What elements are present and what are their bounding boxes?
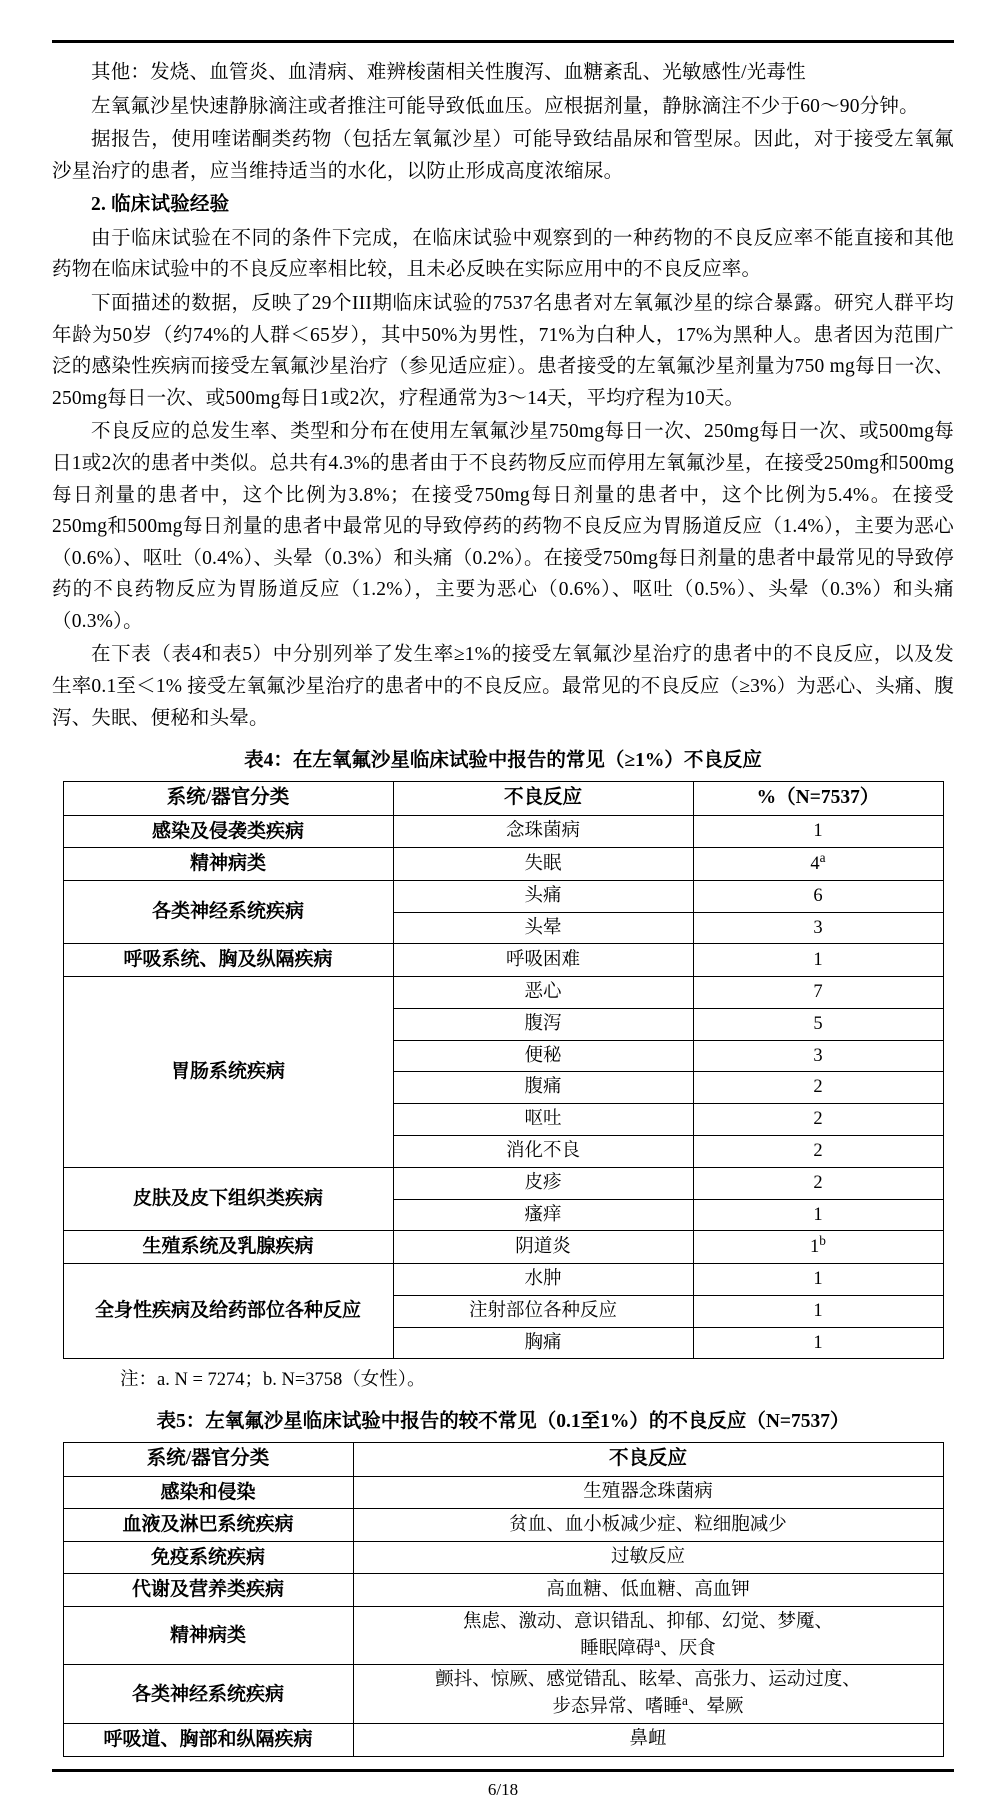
table4-category: 各类神经系统疾病 xyxy=(63,880,393,944)
table4-reaction: 阴道炎 xyxy=(393,1231,693,1264)
table5-reaction: 鼻衄 xyxy=(353,1724,943,1757)
table4-reaction: 皮疹 xyxy=(393,1167,693,1199)
table4-reaction: 注射部位各种反应 xyxy=(393,1295,693,1327)
footnote-marker-a: a xyxy=(819,849,826,865)
footnote-marker-b: b xyxy=(819,1232,826,1248)
table4-reaction: 头晕 xyxy=(393,912,693,944)
table4-percent: 1 xyxy=(693,944,943,977)
table4-reaction: 腹泻 xyxy=(393,1008,693,1040)
table4-caption: 表4：在左氧氟沙星临床试验中报告的常见（≥1%）不良反应 xyxy=(244,750,762,772)
table4-reaction: 失眠 xyxy=(393,848,693,881)
table4-percent: 1$^b$ xyxy=(693,1231,943,1264)
table4-reaction: 便秘 xyxy=(393,1040,693,1072)
table4-percent: 1 xyxy=(693,1199,943,1231)
table4-category: 感染及侵袭类疾病 xyxy=(63,815,393,848)
table4-reaction: 呼吸困难 xyxy=(393,944,693,977)
table-row xyxy=(63,1665,943,1724)
table-row xyxy=(63,1476,943,1509)
table4-reaction: 消化不良 xyxy=(393,1135,693,1167)
table4-category: 呼吸系统、胸及纵隔疾病 xyxy=(63,944,393,977)
table4-reaction: 念珠菌病 xyxy=(393,815,693,848)
paragraph-trial-conditions: 由于临床试验在不同的条件下完成，在临床试验中观察到的一种药物的不良反应率不能直接和其他药物在临床试验中的不良反应率相比较，且未必反映在实际应用中的不良反应率。 xyxy=(52,227,954,281)
bottom-divider xyxy=(52,1769,954,1772)
table-row xyxy=(63,880,943,912)
table-row xyxy=(63,848,943,881)
table4-header-system: 系统/器官分类 xyxy=(63,782,393,815)
table4-percent: 1 xyxy=(693,815,943,848)
footnote-marker-a: a xyxy=(654,1634,661,1650)
table-row xyxy=(63,815,943,848)
paragraph-table-intro: 在下表（表4和表5）中分别列举了发生率≥1%的接受左氧氟沙星治疗的患者中的不良反应，以及发生率0.1至＜1% 接受左氧氟沙星治疗的患者中的不良反应。最常见的不良反应（≥3%）为恶心、头痛、腹泻、失眠、便秘和头晕。 xyxy=(52,644,954,729)
table5-header-reaction: 不良反应 xyxy=(353,1443,943,1476)
table-row xyxy=(63,1231,943,1264)
table4-percent: 2 xyxy=(693,1104,943,1136)
table4-reaction: 恶心 xyxy=(393,976,693,1008)
table-row xyxy=(63,1574,943,1607)
table4-reaction: 胸痛 xyxy=(393,1327,693,1359)
table4-percent: 1 xyxy=(693,1263,943,1295)
table5-reaction: 贫血、血小板减少症、粒细胞减少 xyxy=(353,1509,943,1542)
table5-category: 免疫系统疾病 xyxy=(63,1541,353,1574)
table5-category: 呼吸道、胸部和纵隔疾病 xyxy=(63,1724,353,1757)
table4-category: 全身性疾病及给药部位各种反应 xyxy=(63,1263,393,1358)
table4-percent: 3 xyxy=(693,912,943,944)
table5-reaction xyxy=(353,1665,943,1724)
table5-reaction: 生殖器念珠菌病 xyxy=(353,1476,943,1509)
footnote-marker-a: a xyxy=(682,1693,688,1709)
table5-category: 各类神经系统疾病 xyxy=(63,1665,353,1724)
table5-header-system: 系统/器官分类 xyxy=(63,1443,353,1476)
table4-percent: 4$^a$ xyxy=(693,848,943,881)
paragraph-infusion-hypotension: 左氧氟沙星快速静脉滴注或者推注可能导致低血压。应根据剂量，静脉滴注不少于60～90分钟。 xyxy=(91,95,919,117)
table-row xyxy=(63,944,943,977)
table4-category: 生殖系统及乳腺疾病 xyxy=(63,1231,393,1264)
table-row xyxy=(63,1263,943,1295)
table5-reaction: 高血糖、低血糖、高血钾 xyxy=(353,1574,943,1607)
table4-percent: 2 xyxy=(693,1135,943,1167)
table4-reaction: 腹痛 xyxy=(393,1072,693,1104)
table5-reaction xyxy=(353,1606,943,1665)
table5-reaction-line1: 颤抖、惊厥、感觉错乱、眩晕、高张力、运动过度、 xyxy=(435,1670,861,1691)
paragraph-other-reactions: 其他：发烧、血管炎、血清病、难辨梭菌相关性腹泻、血糖紊乱、光敏感性/光毒性 xyxy=(91,62,806,83)
table5-reaction: 过敏反应 xyxy=(353,1541,943,1574)
table5-reaction-line1: 焦虑、激动、意识错乱、抑郁、幻觉、梦魇、 xyxy=(462,1611,833,1632)
table4-reaction: 头痛 xyxy=(393,880,693,912)
table-row xyxy=(63,1724,943,1757)
table-less-common-adverse-reactions xyxy=(63,1442,944,1756)
table4-percent: 6 xyxy=(693,880,943,912)
top-divider xyxy=(52,40,954,43)
table4-percent: 5 xyxy=(693,1008,943,1040)
table5-category: 感染和侵染 xyxy=(63,1476,353,1509)
table4-header-reaction: 不良反应 xyxy=(393,782,693,815)
table5-category: 血液及淋巴系统疾病 xyxy=(63,1509,353,1542)
table4-percent: 2 xyxy=(693,1167,943,1199)
table4-reaction: 呕吐 xyxy=(393,1104,693,1136)
table-row-header xyxy=(63,782,943,815)
table4-percent: 1 xyxy=(693,1327,943,1359)
table5-reaction-line2: 步态异常、嗜睡$^a$、晕厥 xyxy=(552,1693,744,1718)
section-heading-clinical-trials: 2. 临床试验经验 xyxy=(91,194,230,216)
paragraph-discontinuation-rates: 不良反应的总发生率、类型和分布在使用左氧氟沙星750mg每日一次、250mg每日一次、或500mg每日1或2次的患者中类似。总共有4.3%的患者由于不良药物反应而停用左氧氟沙星，在接受250mg和500mg每日剂量的患者中，这个比例为3.8%；在接受750mg每日剂量的患者中，这个比例为5.4%。在接受250mg和500mg每日剂量的患者中最常见的导致停药的药物不良反应为胃肠道反应（1.4%），主要为恶心（0.6%）、呕吐（0.4%）、头晕（0.3%）和头痛（0.2%）。在接受750mg每日剂量的患者中最常见的导致停药的不良药物反应为胃肠道反应（1.2%），主要为恶心（0.6%）、呕吐（0.5%）、头晕（0.3%）和头痛（0.3%）。 xyxy=(52,421,954,632)
table-row xyxy=(63,976,943,1008)
table4-category: 胃肠系统疾病 xyxy=(63,976,393,1167)
table4-percent: 7 xyxy=(693,976,943,1008)
table-common-adverse-reactions xyxy=(63,781,944,1359)
table5-reaction-line2: 睡眠障碍$^a$、厌食 xyxy=(580,1634,716,1659)
table4-category: 皮肤及皮下组织类疾病 xyxy=(63,1167,393,1231)
table5-category: 精神病类 xyxy=(63,1606,353,1665)
table-row xyxy=(63,1509,943,1542)
table-row xyxy=(63,1541,943,1574)
table4-percent: 2 xyxy=(693,1072,943,1104)
paragraph-crystalluria: 据报告，使用喹诺酮类药物（包括左氧氟沙星）可能导致结晶尿和管型尿。因此，对于接受左氧氟沙星治疗的患者，应当维持适当的水化，以防止形成高度浓缩尿。 xyxy=(52,129,954,182)
table-row-header xyxy=(63,1443,943,1476)
table-row xyxy=(63,1167,943,1199)
table5-category: 代谢及营养类疾病 xyxy=(63,1574,353,1607)
paragraph-study-population: 下面描述的数据，反映了29个III期临床试验的7537名患者对左氧氟沙星的综合暴露。研究人群平均年龄为50岁（约74%的人群＜65岁），其中50%为男性，71%为白种人，17%为黑种人。患者因为范围广泛的感染性疾病而接受左氧氟沙星治疗（参见适应症）。患者接受的左氧氟沙星剂量为750 mg每日一次、250mg每日一次、或500mg每日1或2次，疗程通常为3～14天，平均疗程为10天。 xyxy=(52,293,954,409)
table4-header-percent: %（N=7537） xyxy=(693,782,943,815)
table4-footnote: 注：a. N = 7274；b. N=3758（女性）。 xyxy=(120,1370,426,1391)
table4-percent: 3 xyxy=(693,1040,943,1072)
table5-caption: 表5：左氧氟沙星临床试验中报告的较不常见（0.1至1%）的不良反应（N=7537） xyxy=(156,1411,850,1433)
table4-percent: 1 xyxy=(693,1295,943,1327)
table4-reaction: 瘙痒 xyxy=(393,1199,693,1231)
table4-reaction: 水肿 xyxy=(393,1263,693,1295)
table4-category: 精神病类 xyxy=(63,848,393,881)
table-row xyxy=(63,1606,943,1665)
page-number: 6/18 xyxy=(487,1779,519,1799)
